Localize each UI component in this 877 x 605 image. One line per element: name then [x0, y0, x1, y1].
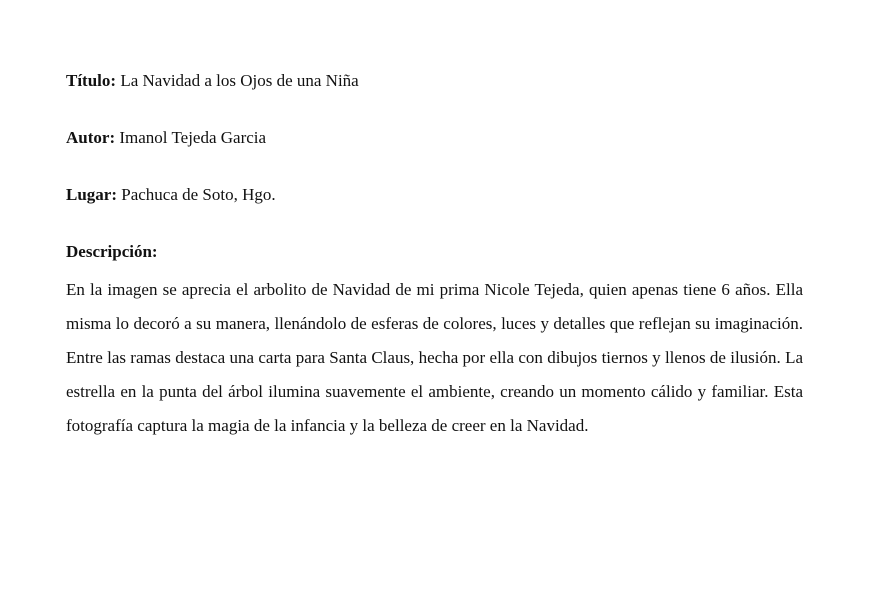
author-label: Autor: — [66, 128, 116, 147]
document-page — [66, 0, 803, 605]
author-value: Imanol Tejeda Garcia — [115, 128, 267, 147]
description-text: En la imagen se aprecia el arbolito de Navidad de mi prima Nicole Tejeda, quien apenas tiene 6 años. Ella misma lo decoró a su manera, llenándolo de esferas de colores, luces y detalles que reflejan su imaginación. Entre las ramas destaca una carta para Santa Claus, hecha por ella con dibujos tiernos y llenos de ilusión. La estrella en la punta del árbol ilumina suavemente el ambiente, creando un momento cálido y familiar. Esta fotografía captura la magia de la infancia y la belleza de creer en la Navidad. — [66, 280, 803, 435]
place-field — [66, 184, 276, 206]
place-value: Pachuca de Soto, Hgo. — [117, 185, 276, 204]
title-label: Título: — [66, 71, 117, 90]
author-field — [66, 127, 266, 149]
title-value: La Navidad a los Ojos de una Niña — [116, 71, 359, 90]
description-label: Descripción: — [66, 242, 158, 261]
place-label: Lugar: — [66, 185, 117, 204]
description-field — [66, 241, 158, 263]
title-field — [66, 70, 359, 92]
